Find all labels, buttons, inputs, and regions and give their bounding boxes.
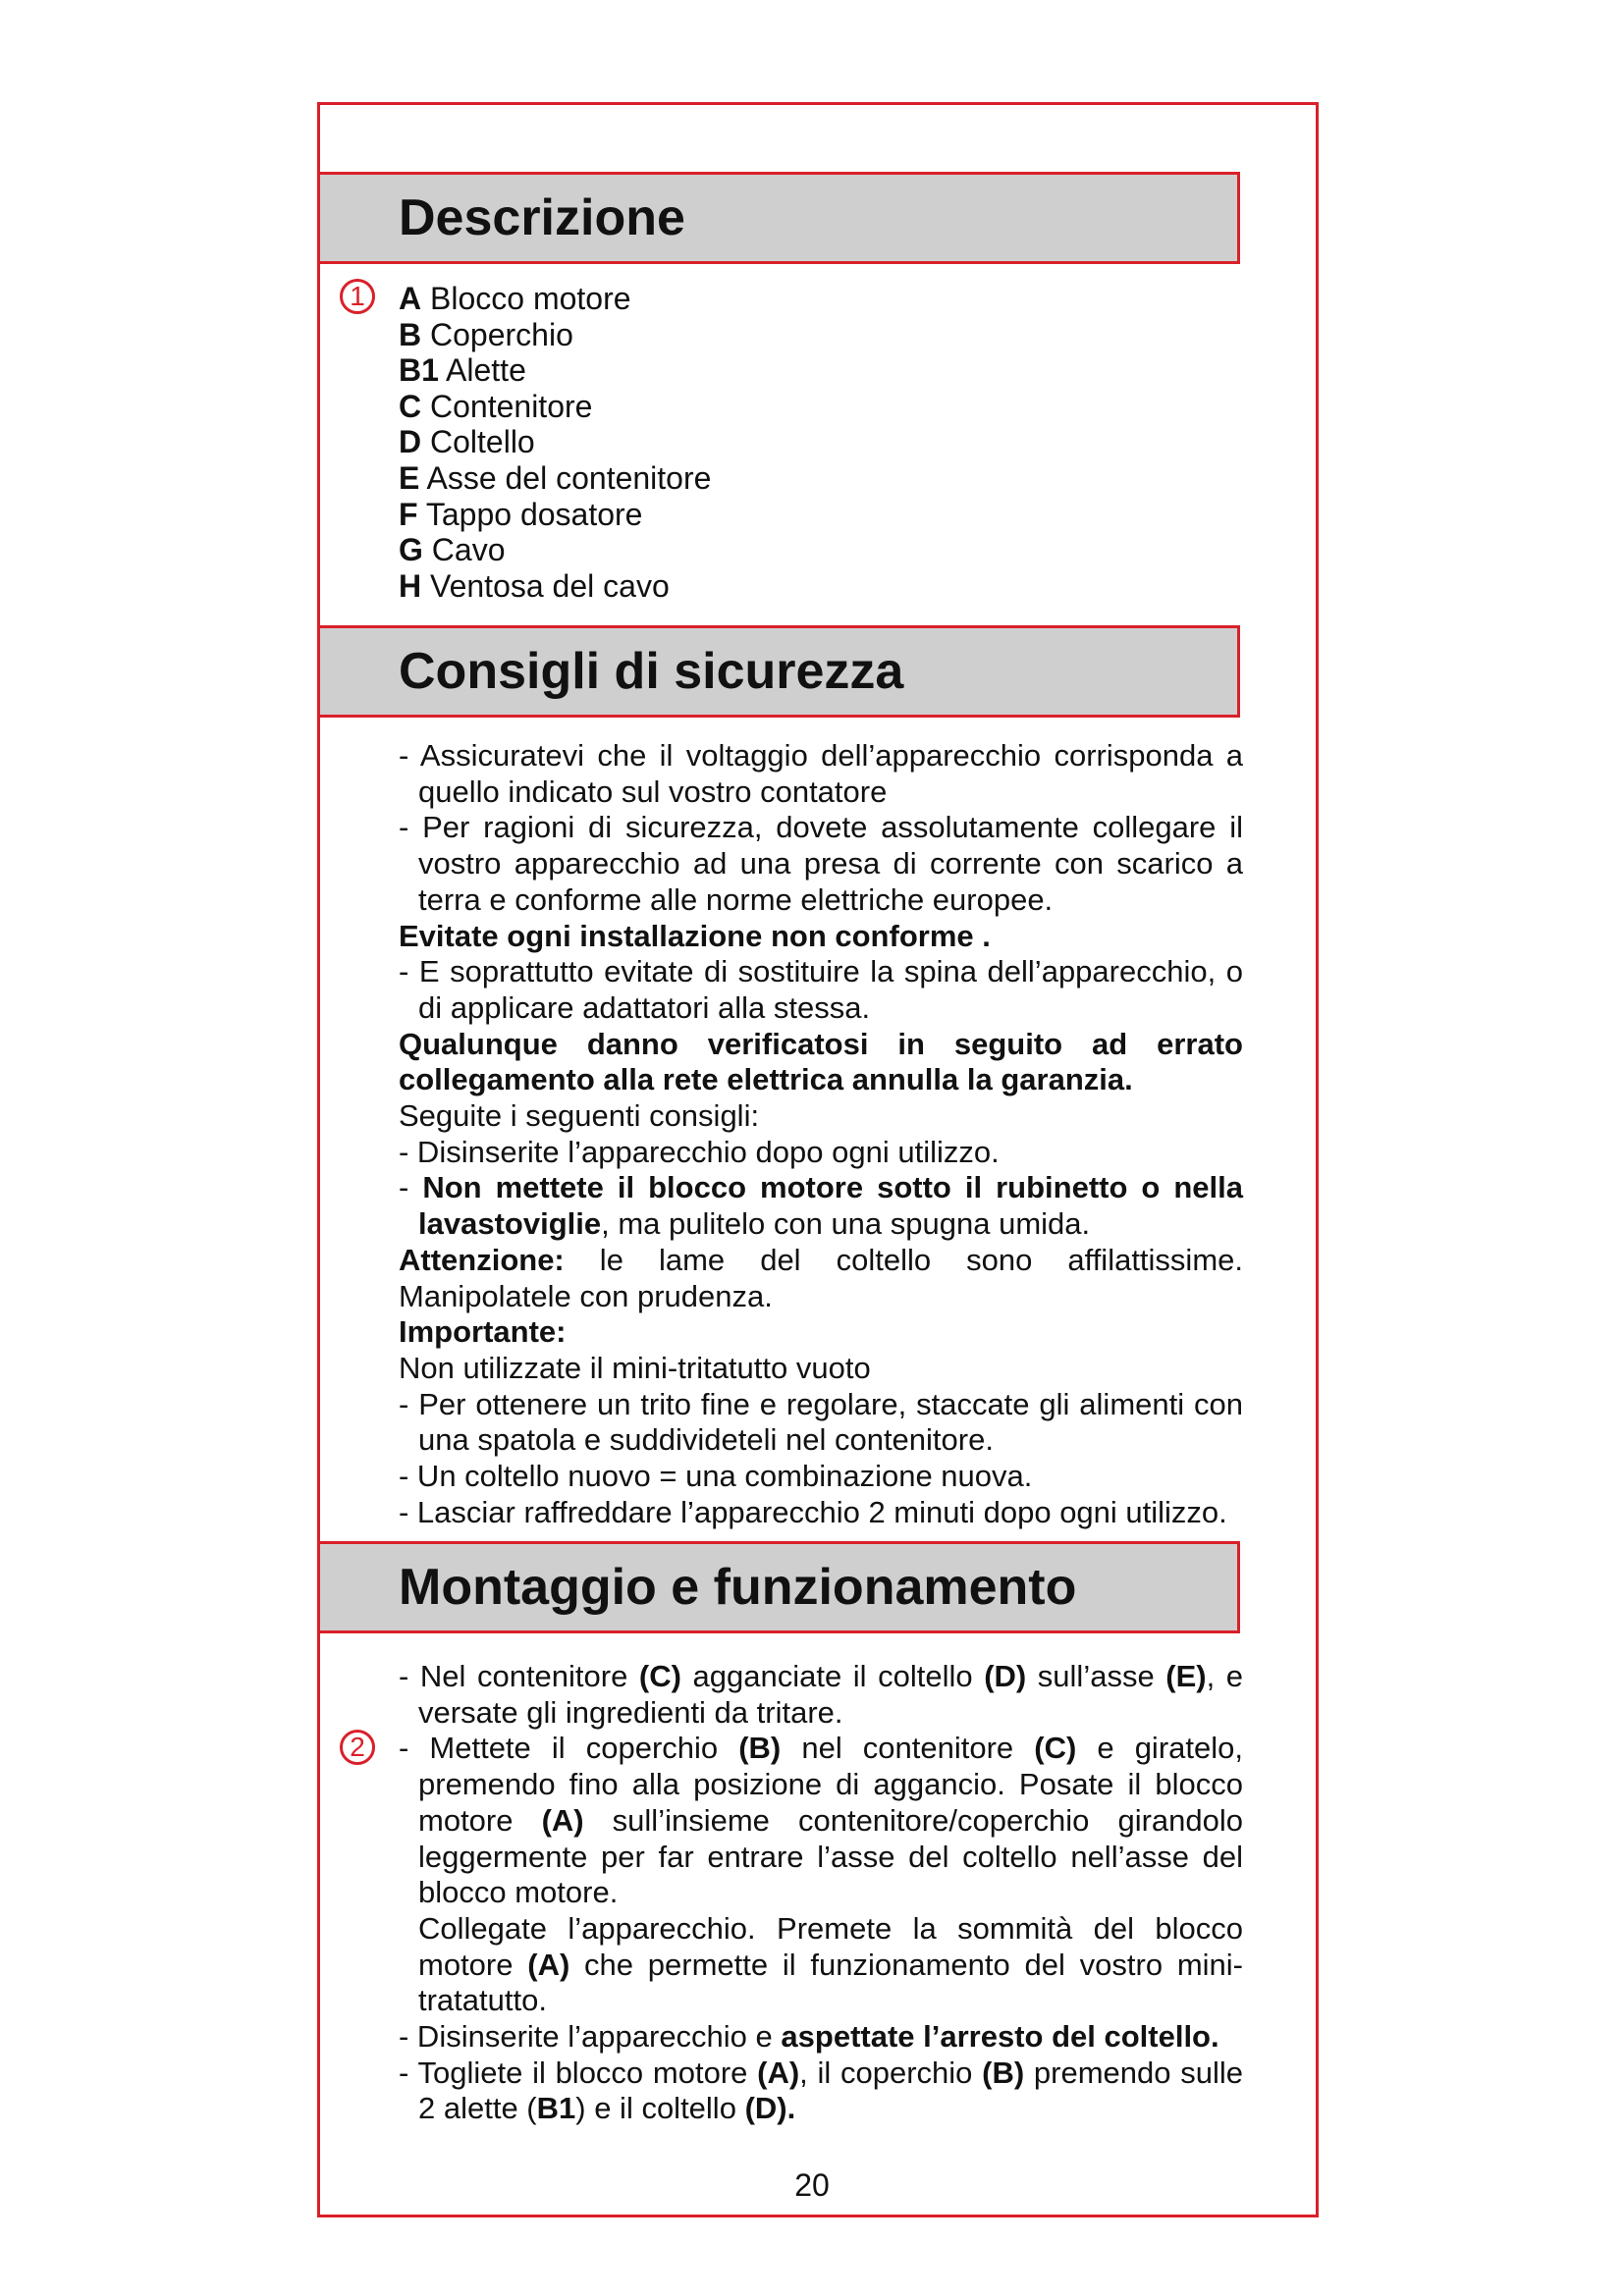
safety-warning: Evitate ogni installazione non conforme . <box>399 918 991 953</box>
parts-list <box>399 281 988 604</box>
list-item: E Asse del contenitore <box>399 459 712 496</box>
section-header-montaggio <box>317 1541 1240 1633</box>
assembly-paragraph: Collegate l’apparecchio. Premete la sommità del blocco motore (A) che permette il funzionamento del vostro mini-tratatutto. <box>418 1910 1243 2018</box>
assembly-paragraph: - Disinserite l’apparecchio e aspettate l’arresto del coltello. <box>399 2019 1219 2055</box>
safety-paragraph: Seguite i seguenti consigli: <box>399 1098 760 1134</box>
safety-paragraph: - Lasciar raffreddare l’apparecchio 2 minuti dopo ogni utilizzo. <box>399 1494 1227 1529</box>
safety-paragraph: - Un coltello nuovo = una combinazione nuova. <box>399 1459 1033 1494</box>
safety-text <box>399 738 1243 1530</box>
list-item: A Blocco motore <box>399 281 631 316</box>
assembly-paragraph: - Togliete il blocco motore (A), il coperchio (B) premendo sulle 2 alette (B1) e il coltello (D). <box>399 2055 1244 2126</box>
section-header-sicurezza <box>317 625 1240 718</box>
safety-paragraph: - Disinserite l’apparecchio dopo ogni utilizzo. <box>399 1134 1000 1169</box>
safety-paragraph: - Per ragioni di sicurezza, dovete assolutamente collegare il vostro apparecchio ad una presa di corrente con scarico a terra e conforme alle norme elettriche europee. <box>399 810 1243 917</box>
list-item: D Coltello <box>399 424 535 460</box>
section-title-descrizione: Descrizione <box>399 189 685 246</box>
safety-paragraph: - Assicuratevi che il voltaggio dell’apparecchio corrisponda a quello indicato sul vostro contatore <box>399 738 1243 809</box>
list-item: B1 Alette <box>399 352 526 389</box>
list-item: G Cavo <box>399 532 506 568</box>
list-item: C Contenitore <box>399 388 593 424</box>
safety-paragraph: - E soprattutto evitate di sostituire la spina dell’apparecchio, o di applicare adattatori alla stessa. <box>399 954 1243 1025</box>
safety-warning: Qualunque danno verificatosi in seguito ad errato collegamento alla rete elettrica annulla la garanzia. <box>399 1026 1243 1097</box>
assembly-paragraph: - Nel contenitore (C) agganciate il coltello (D) sull’asse (E), e versate gli ingredienti da tritare. <box>399 1659 1243 1730</box>
list-item: H Ventosa del cavo <box>399 567 670 604</box>
page-number: 20 <box>794 2167 830 2203</box>
figure-number-1: 1 <box>340 279 375 314</box>
safety-subheading: Importante: <box>399 1314 567 1350</box>
section-title-sicurezza: Consigli di sicurezza <box>399 643 904 700</box>
list-item: F Tappo dosatore <box>399 496 643 532</box>
safety-paragraph: Non utilizzate il mini-tritatutto vuoto <box>399 1350 871 1385</box>
assembly-text <box>399 1659 1243 2127</box>
safety-paragraph: - Non mettete il blocco motore sotto il rubinetto o nella lavastoviglie, ma pulitelo con una spugna umida. <box>399 1170 1243 1242</box>
safety-paragraph: Attenzione: le lame del coltello sono affilattissime. Manipolatele con prudenza. <box>399 1242 1243 1313</box>
list-item: B Coperchio <box>399 316 573 352</box>
section-title-montaggio: Montaggio e funzionamento <box>399 1559 1077 1616</box>
safety-paragraph: - Per ottenere un trito fine e regolare, staccate gli alimenti con una spatola e suddivideteli nel contenitore. <box>399 1386 1243 1458</box>
figure-number-2: 2 <box>340 1730 375 1765</box>
assembly-paragraph: - Mettete il coperchio (B) nel contenitore (C) e giratelo, premendo fino alla posizione di aggancio. Posate il blocco motore (A) sull’insieme contenitore/coperchio girandolo leggermente per far entrare l’asse del coltello nell’asse del blocco motore. <box>399 1731 1243 1910</box>
section-header-descrizione <box>317 172 1240 264</box>
